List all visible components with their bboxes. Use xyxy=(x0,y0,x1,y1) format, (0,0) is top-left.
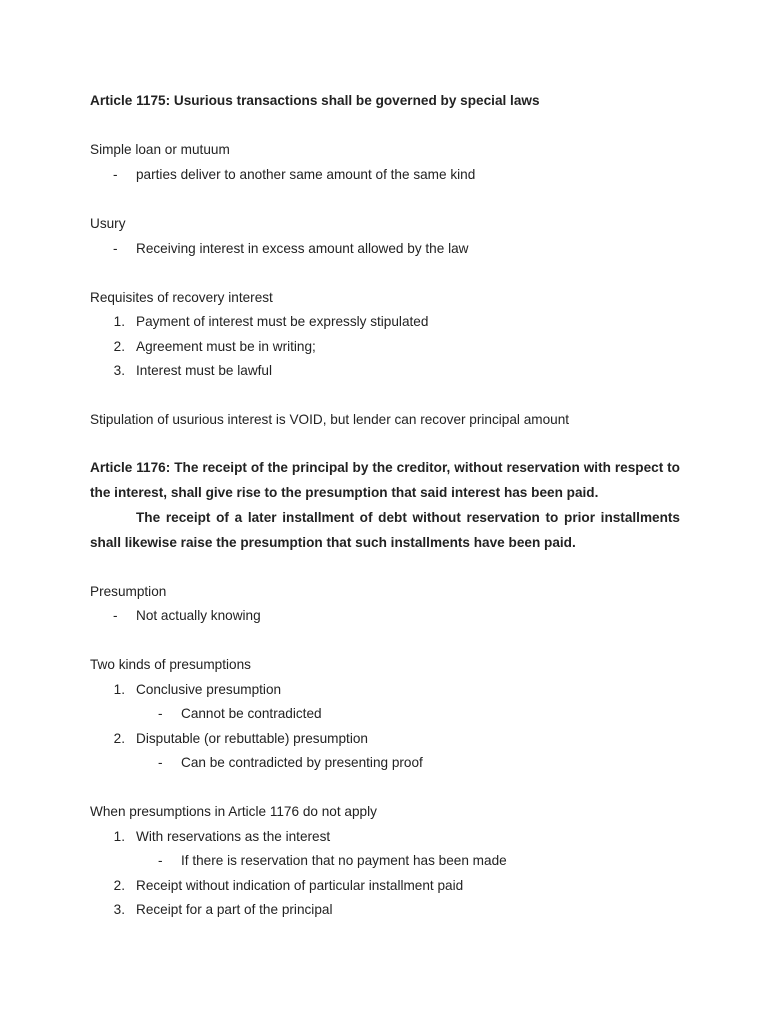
list-item: Agreement must be in writing; xyxy=(136,339,316,354)
usury-label: Usury xyxy=(90,216,126,231)
bullet-dash: - xyxy=(113,608,118,623)
simple-loan-label: Simple loan or mutuum xyxy=(90,142,230,157)
list-number: 1. xyxy=(113,829,125,844)
bullet-dash: - xyxy=(113,167,118,182)
list-item: Receiving interest in excess amount allowed by the law xyxy=(136,241,469,256)
list-item: Receipt for a part of the principal xyxy=(136,902,333,917)
list-number: 2. xyxy=(113,731,125,746)
sub-list-item: If there is reservation that no payment has been made xyxy=(181,853,507,868)
sub-list-item: Can be contradicted by presenting proof xyxy=(181,755,423,770)
kinds-label: Two kinds of presumptions xyxy=(90,657,251,672)
list-item: Conclusive presumption xyxy=(136,682,282,697)
bullet-dash: - xyxy=(158,853,163,868)
list-item: Interest must be lawful xyxy=(136,363,272,378)
bullet-dash: - xyxy=(158,706,163,721)
list-number: 2. xyxy=(113,339,125,354)
usurious-note: Stipulation of usurious interest is VOID, but lender can recover principal amount xyxy=(90,412,570,427)
list-number: 3. xyxy=(113,902,125,917)
presumption-label: Presumption xyxy=(90,584,167,599)
article-1175-heading: Article 1175: Usurious transactions shall be governed by special laws xyxy=(90,93,540,108)
list-item: Disputable (or rebuttable) presumption xyxy=(136,731,368,746)
list-number: 1. xyxy=(113,314,125,329)
list-item: Receipt without indication of particular installment paid xyxy=(136,878,464,893)
list-number: 3. xyxy=(113,363,125,378)
list-item: parties deliver to another same amount of the same kind xyxy=(136,167,476,182)
not-apply-label: When presumptions in Article 1176 do not apply xyxy=(90,804,377,819)
article-1176-para-1: Article 1176: The receipt of the principal by the creditor, without reservation with respect to the interest, shall give rise to the presumption that said interest has been paid. xyxy=(90,460,680,500)
list-item: With reservations as the interest xyxy=(136,829,331,844)
sub-list-item: Cannot be contradicted xyxy=(181,706,322,721)
article-1176-para-2-text: The receipt of a later installment of debt without reservation to prior installments shall likewise raise the presumption that such installments have been paid. xyxy=(90,510,680,550)
list-number: 2. xyxy=(113,878,125,893)
list-item: Payment of interest must be expressly stipulated xyxy=(136,314,429,329)
bullet-dash: - xyxy=(113,241,118,256)
list-item: Not actually knowing xyxy=(136,608,261,623)
bullet-dash: - xyxy=(158,755,163,770)
requisites-label: Requisites of recovery interest xyxy=(90,290,273,305)
article-1176-para-2 xyxy=(90,506,680,555)
list-number: 1. xyxy=(113,682,125,697)
